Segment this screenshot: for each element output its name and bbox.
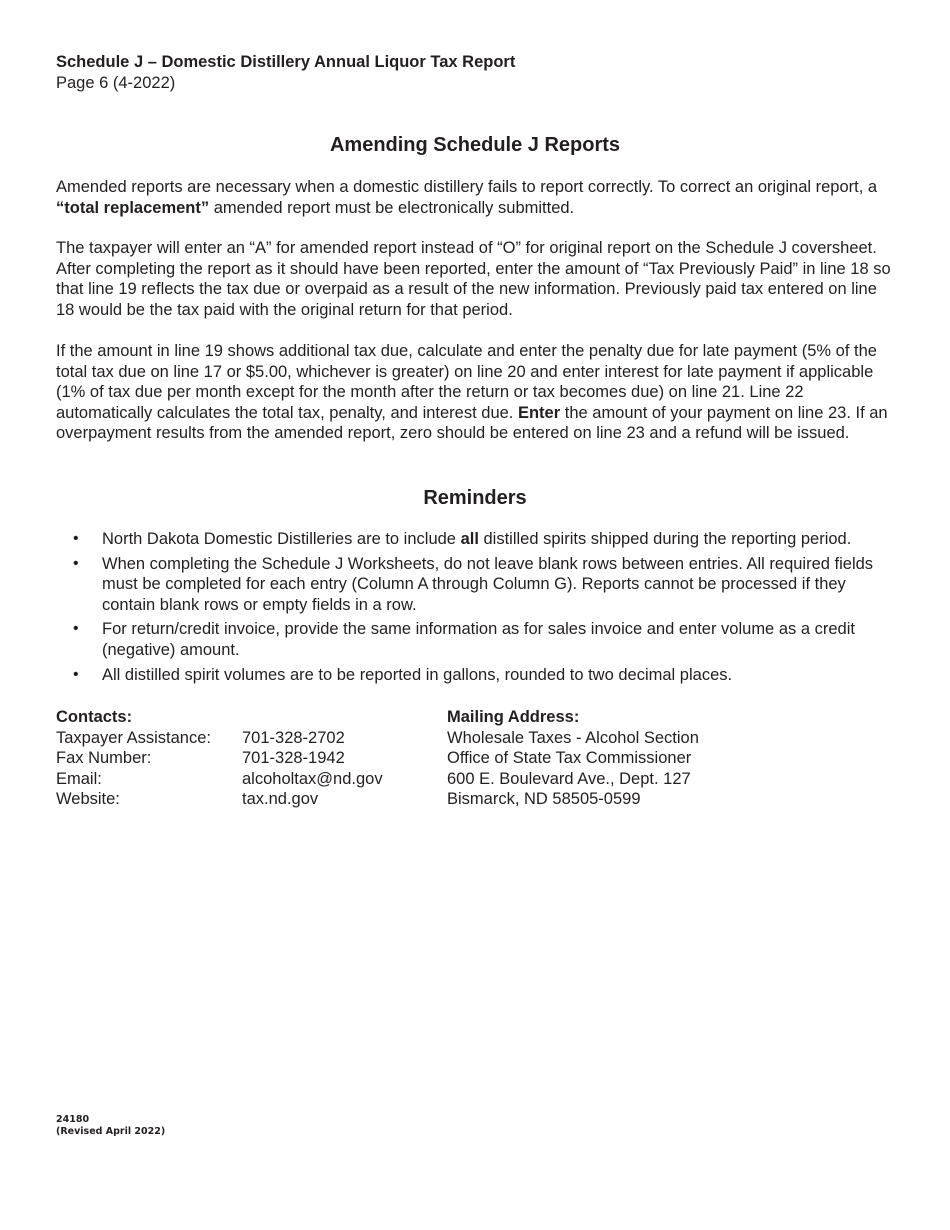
address-line: Office of State Tax Commissioner <box>447 749 692 768</box>
revision-date: (Revised April 2022) <box>56 1126 166 1137</box>
p1-text-a: Amended reports are necessary when a domestic distillery fails to report correctly. To correct an original report, a <box>56 178 878 196</box>
contact-label: Email: <box>56 769 102 788</box>
bullet-icon: • <box>73 554 79 572</box>
contacts-block <box>56 707 383 810</box>
form-footer <box>56 1114 165 1138</box>
address-line: 600 E. Boulevard Ave., Dept. 127 <box>447 769 691 788</box>
p3-text-c: the amount of your payment on line 23. If an overpayment results from the amended report, zero should be entered on line 23 and a refund will be issued. <box>56 403 888 443</box>
contact-row <box>56 728 383 749</box>
bullet-icon: • <box>73 620 79 638</box>
contact-email[interactable]: alcoholtax@nd.gov <box>242 769 383 788</box>
amending-paragraph-3 <box>56 341 896 444</box>
address-line: Bismarck, ND 58505-0599 <box>447 790 641 809</box>
p1-bold-total-replacement: “total replacement” <box>56 198 210 217</box>
contact-website[interactable]: tax.nd.gov <box>242 790 319 809</box>
reminders-heading: Reminders <box>423 487 527 509</box>
form-number: 24180 <box>56 1114 90 1125</box>
contact-row <box>56 748 383 769</box>
form-title: Schedule J – Domestic Distillery Annual Liquor Tax Report <box>56 53 516 71</box>
contact-label: Taxpayer Assistance: <box>56 728 211 747</box>
amending-paragraph-1 <box>56 177 896 218</box>
address-line: Wholesale Taxes - Alcohol Section <box>447 728 699 747</box>
contact-label: Fax Number: <box>56 749 152 768</box>
reminders-list <box>56 529 896 689</box>
mailing-address-block <box>447 707 699 810</box>
mailing-heading: Mailing Address: <box>447 708 580 726</box>
p3-text-a: If the amount in line 19 shows additional tax due, calculate and enter the penalty due for late payment (5% of the total tax due on line 17 or $5.00, whichever is greater) on line 20 and enter interest for late payment if applicable (1% of tax due per month except for the month after the return or tax becomes due) on line 21. Line 22 automatically calculates the total tax, penalty, and interest due. <box>56 342 877 422</box>
p1-text-c: amended report must be electronically submitted. <box>209 198 575 217</box>
reminder-item: • North Dakota Domestic Distilleries are to include all distilled spirits shipped during the reporting period. <box>73 530 852 548</box>
bullet-icon: • <box>73 665 79 683</box>
contact-label: Website: <box>56 790 120 809</box>
reminder-item: • All distilled spirit volumes are to be reported in gallons, rounded to two decimal places. <box>73 665 733 684</box>
amending-paragraph-2: The taxpayer will enter an “A” for amended report instead of “O” for original report on the Schedule J coversheet. After completing the report as it should have been reported, enter the amount of “Tax Previously Paid” in line 18 so that line 19 reflects the tax due or overpaid as a result of the new information. Previously paid tax entered on line 18 would be the tax paid with the original return for that period. <box>56 239 891 319</box>
reminder-bold-all: all <box>460 530 479 548</box>
reminder-item: • When completing the Schedule J Worksheets, do not leave blank rows between entries. All required fields must be completed for each entry (Column A through Column G). Reports cannot be processed if they contain blank rows or empty fields in a row. <box>73 554 874 614</box>
amending-heading: Amending Schedule J Reports <box>329 134 621 156</box>
p3-bold-enter: Enter <box>517 403 561 422</box>
reminder-item: • For return/credit invoice, provide the same information as for sales invoice and enter volume as a credit (negative) amount. <box>73 620 855 659</box>
contacts-heading: Contacts: <box>56 708 133 726</box>
contact-row <box>56 769 383 790</box>
page-number: Page 6 (4-2022) <box>56 74 176 92</box>
contact-value: 701-328-1942 <box>242 749 345 768</box>
bullet-icon: • <box>73 530 79 547</box>
contact-row <box>56 789 383 810</box>
contact-value: 701-328-2702 <box>242 728 345 747</box>
